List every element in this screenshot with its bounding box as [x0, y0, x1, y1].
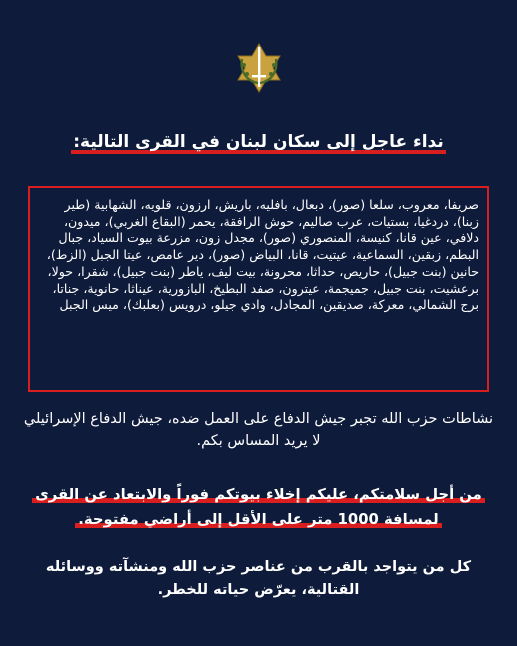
evacuation-instruction: [22, 482, 495, 532]
evacuation-instruction-text: من أجل سلامتكم، عليكم إخلاء بيوتكم فوراً والابتعاد عن القرى لمسافة 1000 متر على الأقل إلى أراضي مفتوحة.: [32, 486, 485, 528]
page-title-text: نداء عاجل إلى سكان لبنان في القرى التالية:: [73, 132, 444, 152]
danger-warning: كل من يتواجد بالقرب من عناصر حزب الله ومنشآته ووسائله القتالية، يعرّض حياته للخطر.: [45, 559, 472, 598]
activity-paragraph: نشاطات حزب الله تجبر جيش الدفاع على العمل ضده، جيش الدفاع الإسرائيلي لا يريد المساس بكم.: [23, 411, 494, 449]
idf-emblem-icon: [228, 43, 290, 93]
page-title: [40, 130, 477, 154]
villages-list-box: [28, 186, 489, 392]
villages-list: صريفا، معروب، سلعا (صور)، دبعال، بافليه، باريش، ارزون، قلويه، الشهابية (طير زبنا)، دردغيا، بستيات، عرب صاليم، حوش الرافقة، يحمر (البقاع الغربي)، ميدون، دلافي، عين قانا، كنيسة، المنصوري (صور)، مجدل زون، مزرعة بيوت السياد، جبال البطم، زبقين، السماعية، عيتيت، قانا، البياض (صور)، دير عامص، عيتا الجبل (الزط)، حانين (بنت جبيل)، حاريص، حداثا، محرونة، بيت ليف، ياطر (بنت جبيل)، شقرا، حولا، برعشيت، بنت جبيل، جميجمة، عيترون، صفد البطيخ، البازورية، عيناثا، حانوية، جناتا، برج الشمالي، معركة، صديقين، المجادل، وادي جيلو، درويس (بعلبك)، ميس الجبل: [46, 197, 479, 313]
